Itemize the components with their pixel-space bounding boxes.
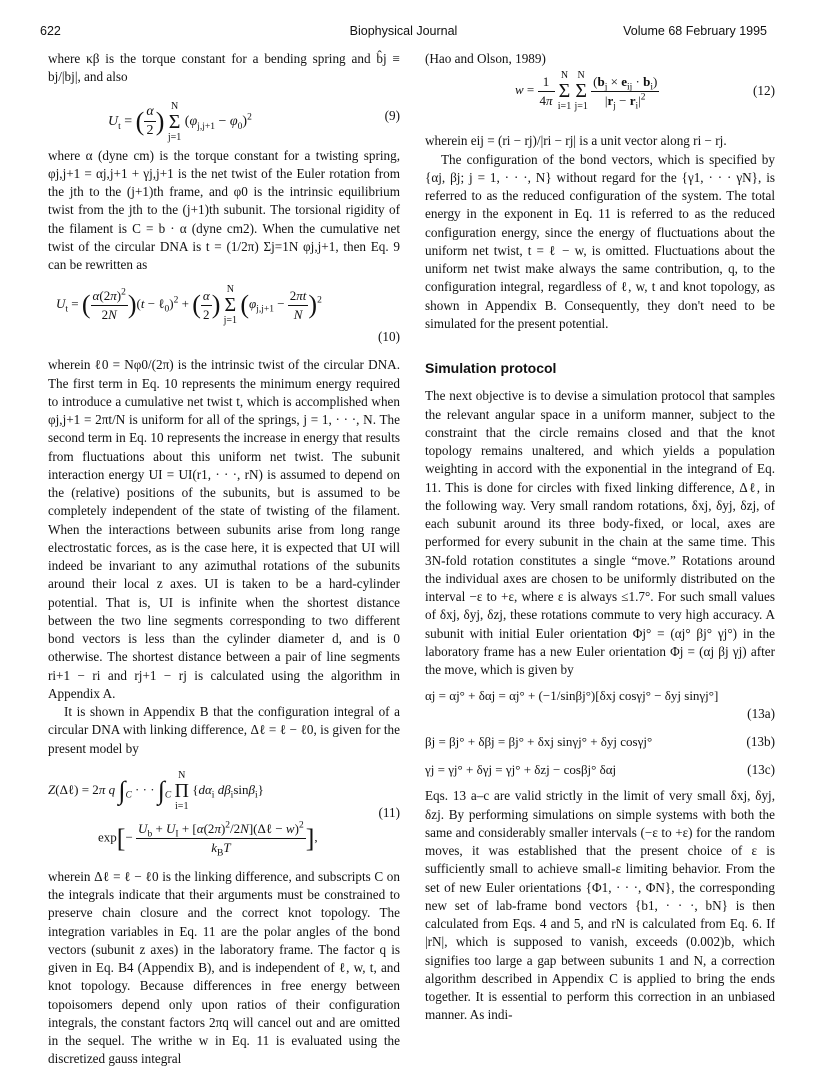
equation-13c: γj = γj° + δγj = γj° + δzj − cosβj° δαj (13c) — [425, 759, 775, 781]
equation-number: (13a) — [747, 706, 775, 722]
paragraph: wherein Δℓ = ℓ − ℓ0 is the linking difference, and subscripts C on the integrals indicate that their arguments must be constrained to preserve chain closure and the correct knot topology. The integration variables in Eq. 11 are the polar angles of the bond vectors (subunit z axes) in the laboratory frame. The factor q is given in Eq. B4 (Appendix B), and is independent of ℓ, w, t, and knot topology. Because differences in free energy between topoisomers depend only upon ratios of their configuration integrals, the constant factors 2πq will cancel out and are omitted in the sequel. The writhe w in Eq. 11 is evaluated using the discretized gauss integral — [48, 868, 400, 1067]
paragraph: where α (dyne cm) is the torque constant for a twisting spring, φj,j+1 = αj,j+1 + γj,j+1 is the net twist of the Euler rotation from the jth to the (j+1)th frame, and φ0 is the intrinsic equilibrium twist from the jth to the (j+1)th subunit. The torsional rigidity of the filament is C = b · α (dyne cm2). When the cumulative net twist of the circular DNA is t = (1/2π) Σj=1N φj,j+1, then Eq. 9 can be rewritten as — [48, 147, 400, 272]
paragraph: It is shown in Appendix B that the configuration integral of a circular DNA with linking difference, Δℓ = ℓ − ℓ0, is given for the present model by — [48, 704, 400, 756]
equation-13b: βj = βj° + δβj = βj° + δxj sinγj° + δyj cosγj° (13b) — [425, 731, 775, 753]
page-header — [40, 24, 767, 42]
equation-10: $U_t$ = ( $\frac{\alpha(2\pi)^2}{2N}$ )(t − ℓ$_0$)$^2$ + ( $\frac{\alpha}{2}$ ) N Σ j=1 ($\varphi_{j,j+1}$ − $\frac{2\pi t}{N}$ )$^2$ (10) — [48, 280, 400, 350]
equation-number: (9) — [384, 107, 400, 123]
volume-info: Volume 68 February 1995 — [623, 24, 767, 38]
equation-9: $U_t$ = ( $\frac{\alpha}{2}$ ) N Σ j=1 $(\varphi_{j,j+1} - \varphi_0)^2$ (9) — [108, 100, 400, 143]
citation: (Hao and Olson, 1989) — [425, 51, 546, 66]
equation-number: (11) — [378, 804, 400, 820]
equation-number: (12) — [753, 83, 775, 99]
paragraph: Eqs. 13 a–c are valid strictly in the limit of very small δxj, δyj, δzj. By performing simulations on simple systems with both the same and considerably smaller intervals (−ε to +ε) for the random moves, it was established that the present choice of ε is sufficiently small to achieve small-ε limiting behavior. From the set of new Euler orientations {Φ1, · · ·, ΦN}, the corresponding new set of lab-frame bond vectors {b1, · · ·, bN} is then calculated from Eqs. 4 and 5, and rN is calculated from Eq. 6. If |rN|, which is supposed to vanish, exceeds (0.002)b, which signifies too large a gap between subunits 1 and N, a correction algorithm described in Appendix C is applied to bring the ends together. It is essential to perform this correction in an unbiased manner. As indi- — [425, 788, 775, 1023]
left-column — [48, 50, 400, 1069]
paragraph: The configuration of the bond vectors, which is specified by {αj, βj; j = 1, · · ·, N} without regard for the {γ1, · · · γN}, is referred to as the reduced configuration of the system. The total energy in the exponent in Eq. 11 is referred to as the reduced configuration energy, since the energy of fluctuations about the uniform net twist, t = ℓ − w, is omitted. Fluctuations about the uniform net twist make always the same contribution, q, to the configuration integral, regardless of ℓ, w, t and knot topology, as shown in Appendix B. Consequently, they don't need to be simulated for the present potential. — [425, 151, 775, 331]
right-column — [425, 50, 775, 1025]
equation-number: (13c) — [747, 762, 775, 778]
equation-12: w = $\frac{1}{4\pi}$ N Σ i=1 N Σ j=1 $\frac{(b_j \times e_{ij} \cdot b_i)}{|r_j - r_i|^2}$ (12) — [515, 70, 775, 113]
page-number: 622 — [40, 24, 61, 38]
equation-number: (13b) — [746, 734, 775, 750]
paragraph: where κβ is the torque constant for a bending spring and b̂j ≡ bj/|bj|, and also — [48, 51, 400, 85]
equation-11: Z(Δℓ) = 2π q $\int_C$ · · · $\int_C$ N Π i=1 {$d\alpha_i$ $d\beta_i\sin\beta_i$} exp[− $\frac{U_b + U_I + [\alpha(2\pi)^2/2N](\Delta\ell - w)^2}{k_BT}$ ], (11) — [48, 769, 400, 859]
paragraph: The next objective is to devise a simulation protocol that samples the relevant angular space in a uniform manner, subject to the constraint that the circle remains closed and that the knot topology remains unaltered, and which yields a population weighting in accord with the exponential in the integrand of Eq. 11. This is done for circles with fixed linking difference, Δℓ, in the following way. Very small random rotations, δxj, δyj, δzj, of each subunit around its three body-fixed, or local, axes are performed for every subunit in the chain at the same time. This 3N-fold rotation constitutes a single “move.” Rotations around the individual axes are chosen to be uniformly distributed on the interval −ε to +ε, where ε is always ≤1.7°. For such small values of δxj, δyj, δzj, these rotations commute to very high accuracy. A subunit with initial Euler orientation Φj° = (αj° βj° γj°) in the laboratory frame has a new Euler orientation Φj = (αj βj γj) after the move, which is given by — [425, 388, 775, 677]
section-heading: Simulation protocol — [425, 360, 557, 376]
equation-number: (10) — [378, 329, 400, 345]
journal-title: Biophysical Journal — [349, 24, 458, 38]
paragraph: wherein ℓ0 = Nφ0/(2π) is the intrinsic twist of the circular DNA. The first term in Eq. 10 represents the minimum energy required to introduce a cumulative net twist t, which is accomplished when φj,j+1 = 2πt/N is uniform for all of the springs, j = 1, · · ·, N. The second term in Eq. 10 represents the increase in energy that results from fluctuations about this uniform net twist. The subunit interaction energy UI = UI(r1, · · ·, rN) is assumed to depend on the (relative) positions of the subunits, but is assumed to be completely independent of the state of twisting of the filament. When the interactions between subunits arise from long range electrostatic forces, as is the case here, it is expected that UI will indeed be invariant to any azimuthal rotations of the subunits around their local z axes. UI is taken to be a hard-cylinder potential. That is, UI is infinite when the shortest distance between the two line segments corresponding to two different bond vectors is less than the cylinder diameter d, and is 0 otherwise. The shortest distance between a pair of line segments ri+1 − ri and rj+1 − rj is calculated using the algorithm in Appendix A. — [48, 357, 400, 701]
equation-13a: αj = αj° + δαj = αj° + (−1/sinβj°)[δxj cosγj° − δyj sinγj°] (13a) — [425, 685, 775, 725]
paragraph: wherein eij = (ri − rj)/|ri − rj| is a unit vector along ri − rj. — [425, 133, 727, 149]
